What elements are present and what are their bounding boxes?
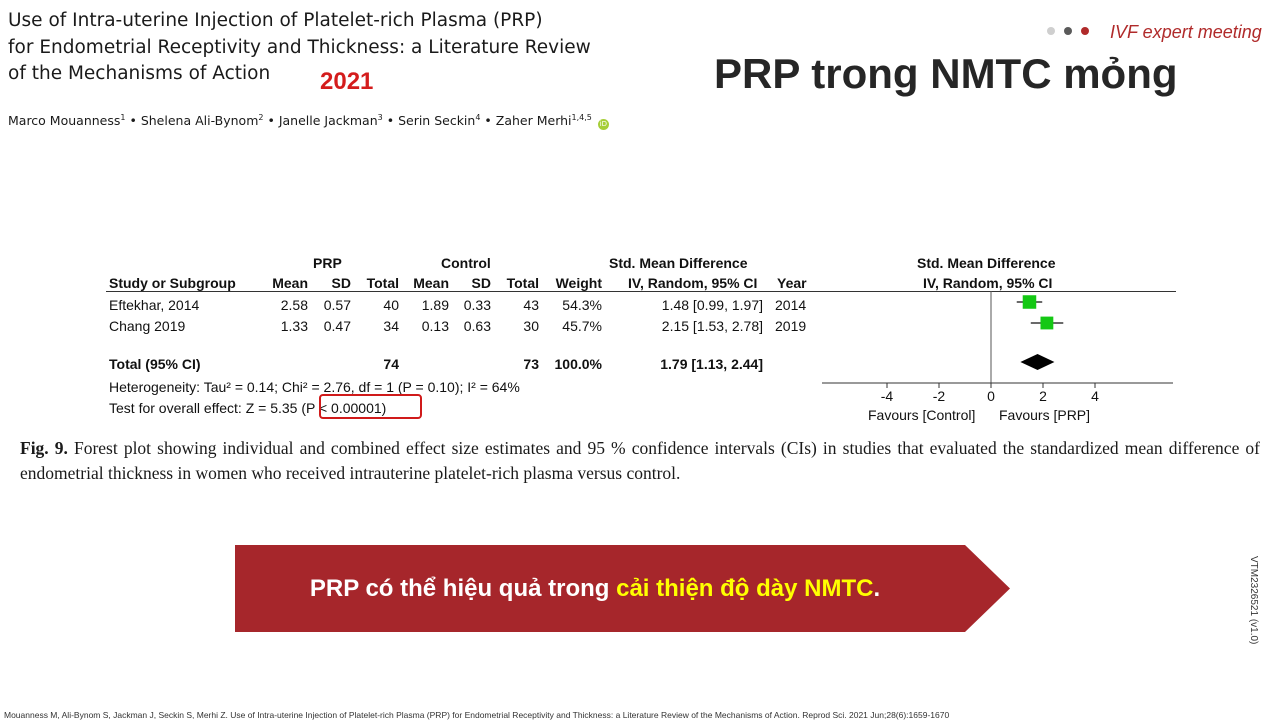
col-header-study: Study or Subgroup	[109, 275, 236, 291]
ctrl-total: 43	[523, 297, 539, 313]
total-label: Total (95% CI)	[109, 356, 201, 372]
study-name: Chang 2019	[109, 318, 186, 334]
study-year: 2014	[775, 297, 807, 313]
banner-text-before: PRP có thể hiệu quả trong	[309, 575, 617, 602]
col-header-ci: IV, Random, 95% CI	[628, 275, 758, 291]
paper-title-line: of the Mechanisms of Action	[8, 63, 271, 84]
ctrl-mean: 1.89	[421, 297, 449, 313]
ctrl-total: 30	[523, 318, 539, 334]
study-ci: 2.15 [1.53, 2.78]	[661, 318, 763, 334]
prp-sd: 0.57	[323, 297, 351, 313]
col-header-weight: Weight	[555, 275, 602, 291]
author-separator: •	[129, 113, 137, 129]
author-separator: •	[267, 113, 275, 129]
x-axis-tick-label: 0	[987, 388, 995, 404]
study-effect-marker	[1023, 295, 1037, 309]
study-effect-marker	[1040, 317, 1053, 330]
col-header-ctrl-sd: SD	[471, 275, 491, 291]
author-affiliation: 1,4,5	[571, 113, 592, 122]
col-header-prp-mean: Mean	[272, 275, 308, 291]
figure-caption-text: Forest plot showing individual and combined effect size estimates and 95 % confidence intervals (CIs) in studies that evaluated the standardized mean difference of endometrial thickness in women who received intrauterine platelet-rich plasma versus control.	[20, 438, 1261, 483]
progress-dot	[1081, 27, 1089, 35]
p-value-highlight-box	[319, 394, 422, 419]
callout-banner-text	[235, 545, 955, 632]
group-header-control: Control	[441, 255, 491, 271]
meeting-label: IVF expert meeting	[1110, 22, 1262, 42]
x-axis-tick-label: 4	[1091, 388, 1099, 404]
prp-total: 34	[383, 318, 399, 334]
ctrl-sd: 0.63	[463, 318, 491, 334]
author-name: Janelle Jackman	[278, 113, 378, 129]
favours-control-label: Favours [Control]	[868, 407, 976, 423]
favours-prp-label: Favours [PRP]	[999, 407, 1091, 423]
study-weight: 54.3%	[562, 297, 602, 313]
col-header-prp-total: Total	[366, 275, 399, 291]
author-affiliation: 3	[377, 113, 383, 122]
orcid-icon[interactable]: iD	[599, 120, 608, 129]
plot-header-smd: Std. Mean Difference	[917, 255, 1056, 271]
author-affiliation: 4	[475, 113, 481, 122]
figure-label: Fig. 9.	[20, 438, 68, 458]
total-ctrl: 73	[523, 356, 539, 372]
author-affiliation: 2	[258, 113, 264, 122]
group-header-prp: PRP	[313, 255, 342, 271]
study-year: 2019	[775, 318, 807, 334]
document-code: VTM2326521 (v1.0)	[1248, 556, 1259, 645]
study-ci: 1.48 [0.99, 1.97]	[661, 297, 763, 313]
col-header-plot-ci: IV, Random, 95% CI	[923, 275, 1053, 291]
progress-dot	[1047, 27, 1055, 35]
reference-footer: Mouanness M, Ali-Bynom S, Jackman J, Seckin S, Merhi Z. Use of Intra-uterine Injection of Platelet-rich Plasma (PRP) for Endometrial Receptivity and Thickness: a Literature Review of the Mechanisms of Action. Reprod Sci. 2021 Jun;28(6):1659-1670	[4, 710, 950, 720]
prp-mean: 1.33	[280, 318, 308, 334]
author-name: Zaher Merhi	[495, 113, 572, 129]
author-name: Shelena Ali-Bynom	[140, 113, 259, 129]
group-header-smd: Std. Mean Difference	[609, 255, 748, 271]
author-name: Marco Mouanness	[8, 113, 121, 129]
col-header-ctrl-mean: Mean	[413, 275, 449, 291]
x-axis-tick-label: -4	[880, 388, 894, 404]
prp-sd: 0.47	[323, 318, 351, 334]
author-list	[8, 113, 609, 130]
banner-text-after: .	[873, 575, 881, 602]
paper-title-line: Use of Intra-uterine Injection of Platelet-rich Plasma (PRP)	[8, 10, 543, 31]
author-affiliation: 1	[120, 113, 126, 122]
progress-dot	[1064, 27, 1072, 35]
publication-year: 2021	[320, 68, 374, 95]
paper-title	[8, 8, 608, 88]
figure-caption	[20, 436, 1260, 486]
total-weight: 100.0%	[554, 356, 602, 372]
slide-title: PRP trong NMTC mỏng	[714, 50, 1178, 97]
overall-effect-prefix: Test for overall effect: Z = 5.35	[109, 400, 298, 416]
pooled-effect-diamond	[1020, 354, 1054, 370]
study-weight: 45.7%	[562, 318, 602, 334]
col-header-year: Year	[777, 275, 807, 291]
ctrl-mean: 0.13	[421, 318, 449, 334]
heterogeneity-text: Heterogeneity: Tau² = 0.14; Chi² = 2.76, df = 1 (P = 0.10); I² = 64%	[109, 379, 520, 395]
banner-highlight: cải thiện độ dày NMTC	[616, 575, 874, 602]
prp-mean: 2.58	[280, 297, 308, 313]
x-axis-tick-label: 2	[1039, 388, 1047, 404]
prp-total: 40	[383, 297, 399, 313]
x-axis-tick-label: -2	[932, 388, 946, 404]
author-separator: •	[484, 113, 492, 129]
total-ci: 1.79 [1.13, 2.44]	[660, 356, 763, 372]
overall-effect-p: (P < 0.00001)	[301, 400, 387, 416]
paper-title-line: for Endometrial Receptivity and Thickness: a Literature Review	[8, 36, 591, 58]
total-prp: 74	[383, 356, 399, 372]
header-divider	[106, 291, 1176, 292]
col-header-prp-sd: SD	[331, 275, 351, 291]
author-separator: •	[386, 113, 395, 129]
study-name: Eftekhar, 2014	[109, 297, 200, 313]
author-name: Serin Seckin	[398, 113, 476, 129]
col-header-ctrl-total: Total	[506, 275, 539, 291]
ctrl-sd: 0.33	[463, 297, 491, 313]
